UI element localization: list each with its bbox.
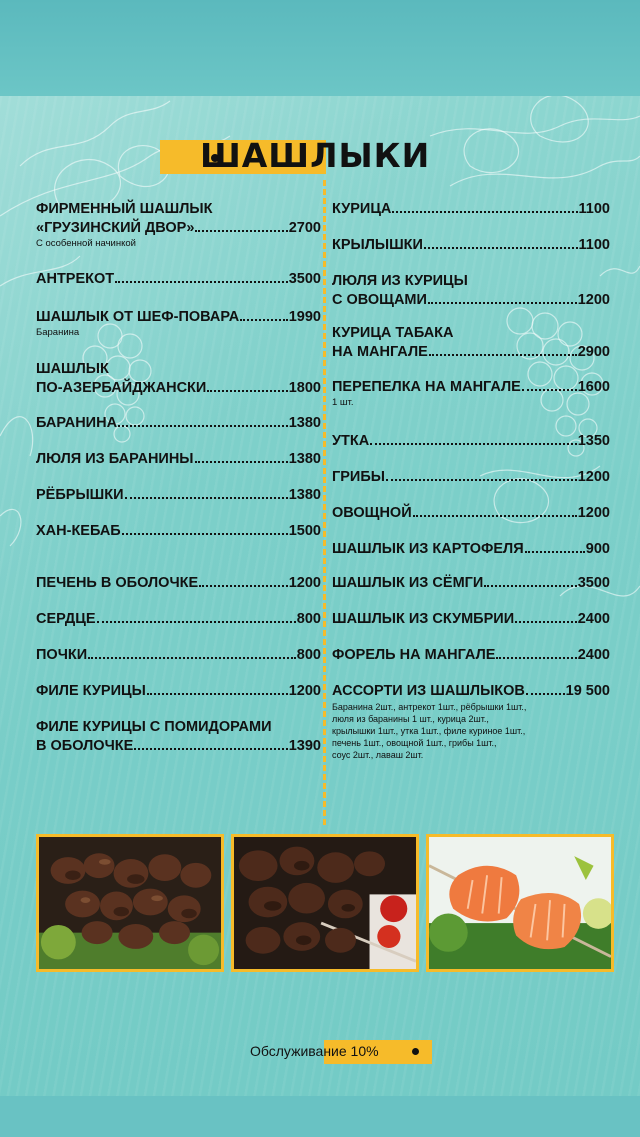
menu-item-name-line1: ФИЛЕ КУРИЦЫ С ПОМИДОРАМИ <box>36 719 272 735</box>
menu-item <box>36 610 321 629</box>
leader-dots <box>428 291 577 304</box>
menu-item-name: ШАШЛЫК ИЗ СКУМБРИИ <box>332 611 515 627</box>
menu-item-name: ШАШЛЫК ИЗ КАРТОФЕЛЯ <box>332 541 524 557</box>
menu-item-price: 1200 <box>288 683 321 699</box>
leader-dots <box>429 343 577 356</box>
leader-dots <box>515 610 577 623</box>
menu-item-name: АНТРЕКОТ <box>36 271 115 287</box>
menu-item-name: АССОРТИ ИЗ ШАШЛЫКОВ <box>332 683 525 699</box>
menu-item-name: КРЫЛЫШКИ <box>332 237 423 253</box>
menu-item-name-line1: ФИРМЕННЫЙ ШАШЛЫК <box>36 201 213 217</box>
leader-dots <box>195 450 288 463</box>
menu-item <box>36 574 321 593</box>
menu-item-price: 1100 <box>578 237 610 253</box>
menu-item <box>332 468 610 487</box>
menu-item-price: 1500 <box>288 523 321 539</box>
menu-item <box>332 646 610 665</box>
bottom-band <box>0 1096 640 1137</box>
menu-item-price: 1380 <box>288 415 321 431</box>
menu-item-name: РЁБРЫШКИ <box>36 487 124 503</box>
section-title: ШАШЛЫКИ <box>200 136 431 175</box>
menu-item-note: Баранина <box>36 327 80 338</box>
menu-item <box>36 360 321 398</box>
menu-item-name: ОВОЩНОЙ <box>332 505 412 521</box>
menu-item-price: 900 <box>585 541 610 557</box>
menu-page <box>0 96 640 1096</box>
menu-item <box>332 682 610 761</box>
menu-item-name: ФИЛЕ КУРИЦЫ <box>36 683 146 699</box>
menu-item <box>36 522 321 541</box>
menu-item-note: печень 1шт., овощной 1шт., грибы 1шт., <box>332 738 497 748</box>
menu-item-name: ЛЮЛЯ ИЗ БАРАНИНЫ <box>36 451 194 467</box>
leader-dots <box>207 379 287 392</box>
menu-item-price: 2700 <box>288 220 321 236</box>
menu-item-name: ФОРЕЛЬ НА МАНГАЛЕ <box>332 647 496 663</box>
menu-item-name: УТКА <box>332 433 370 449</box>
photo-strip <box>36 834 614 972</box>
leader-dots <box>134 737 287 750</box>
menu-item <box>36 270 321 289</box>
leader-dots <box>240 308 287 321</box>
menu-item-name-line1: ЛЮЛЯ ИЗ КУРИЦЫ <box>332 273 468 289</box>
leader-dots <box>496 646 576 659</box>
menu-item <box>332 432 610 451</box>
menu-item <box>36 646 321 665</box>
menu-item-price: 2400 <box>577 611 610 627</box>
menu-item-price: 1800 <box>288 380 321 396</box>
service-bullet <box>412 1048 419 1055</box>
leader-dots <box>525 540 585 553</box>
leader-dots <box>195 219 287 232</box>
menu-item-price: 1990 <box>288 309 321 325</box>
menu-item <box>332 378 610 409</box>
menu-item <box>36 450 321 469</box>
menu-item-price: 1200 <box>577 505 610 521</box>
menu-item <box>332 610 610 629</box>
leader-dots <box>147 682 288 695</box>
menu-item-name: ПЕРЕПЕЛКА НА МАНГАЛЕ <box>332 379 521 395</box>
menu-item-name: ГРИБЫ <box>332 469 385 485</box>
menu-item-name: БАРАНИНА <box>36 415 118 431</box>
leader-dots <box>199 574 288 587</box>
menu-item <box>332 200 610 219</box>
menu-item <box>332 236 610 255</box>
menu-item-name: В ОБОЛОЧКЕ <box>36 738 134 754</box>
menu-item <box>332 504 610 523</box>
menu-item-price: 19 500 <box>565 683 610 699</box>
menu-item-price: 1200 <box>288 575 321 591</box>
menu-item-name: ПО-АЗЕРБАЙДЖАНСКИ <box>36 380 207 396</box>
leader-dots <box>125 486 288 499</box>
leader-dots <box>413 504 577 517</box>
menu-item-price: 2900 <box>577 344 610 360</box>
column-divider <box>323 180 326 825</box>
menu-item-name: ХАН-КЕБАБ <box>36 523 121 539</box>
menu-item-price: 3500 <box>288 271 321 287</box>
leader-dots <box>526 682 565 695</box>
menu-item-price: 800 <box>296 611 321 627</box>
leader-dots <box>484 574 576 587</box>
menu-item-note: люля из баранины 1 шт., курица 2шт., <box>332 714 489 724</box>
menu-item-name: КУРИЦА <box>332 201 392 217</box>
menu-item <box>332 272 610 310</box>
menu-item-note: крылышки 1шт., утка 1шт., филе куриное 1шт., <box>332 726 526 736</box>
menu-item-name-line1: ШАШЛЫК <box>36 361 109 377</box>
menu-item-name: НА МАНГАЛЕ <box>332 344 428 360</box>
menu-item-price: 800 <box>296 647 321 663</box>
menu-item-name: С ОВОЩАМИ <box>332 292 427 308</box>
menu-item-price: 1100 <box>578 201 610 217</box>
lamb-kebab-photo <box>36 834 224 972</box>
menu-item <box>36 718 321 756</box>
menu-item-price: 3500 <box>577 575 610 591</box>
menu-item-name: ПЕЧЕНЬ В ОБОЛОЧКЕ <box>36 575 199 591</box>
leader-dots <box>115 270 288 283</box>
leader-dots <box>122 522 288 535</box>
menu-item-name: «ГРУЗИНСКИЙ ДВОР» <box>36 220 195 236</box>
leader-dots <box>370 432 577 445</box>
menu-item-name: ПОЧКИ <box>36 647 88 663</box>
leader-dots <box>118 414 288 427</box>
menu-item-note: 1 шт. <box>332 397 354 408</box>
menu-item <box>332 574 610 593</box>
menu-item-price: 1200 <box>577 469 610 485</box>
menu-item-price: 1380 <box>288 451 321 467</box>
menu-item <box>332 324 610 362</box>
menu-item <box>36 414 321 433</box>
menu-item-price: 1600 <box>577 379 610 395</box>
menu-item-note: Баранина 2шт., антрекот 1шт., рёбрышки 1шт., <box>332 702 527 712</box>
menu-item-price: 1350 <box>577 433 610 449</box>
menu-item-note: С особенной начинкой <box>36 238 136 249</box>
menu-item <box>36 308 321 339</box>
menu-item-name: ШАШЛЫК ИЗ СЁМГИ <box>332 575 484 591</box>
leader-dots <box>88 646 296 659</box>
top-band <box>0 0 640 96</box>
menu-item-price: 1390 <box>288 738 321 754</box>
leader-dots <box>386 468 577 481</box>
leader-dots <box>392 200 577 213</box>
menu-item <box>332 540 610 559</box>
salmon-kebab-photo <box>426 834 614 972</box>
menu-item <box>36 682 321 701</box>
service-charge-note: Обслуживание 10% <box>250 1043 379 1059</box>
menu-item <box>36 200 321 250</box>
menu-item <box>36 486 321 505</box>
beef-kebab-photo <box>231 834 419 972</box>
menu-item-price: 2400 <box>577 647 610 663</box>
menu-item-price: 1380 <box>288 487 321 503</box>
menu-item-price: 1200 <box>577 292 610 308</box>
menu-item-note: соус 2шт., лаваш 2шт. <box>332 750 424 760</box>
leader-dots <box>424 236 578 249</box>
leader-dots <box>522 378 577 391</box>
menu-item-name-line1: КУРИЦА ТАБАКА <box>332 325 454 341</box>
menu-item-name: ШАШЛЫК ОТ ШЕФ-ПОВАРА <box>36 309 240 325</box>
menu-item-name: СЕРДЦЕ <box>36 611 96 627</box>
leader-dots <box>97 610 296 623</box>
